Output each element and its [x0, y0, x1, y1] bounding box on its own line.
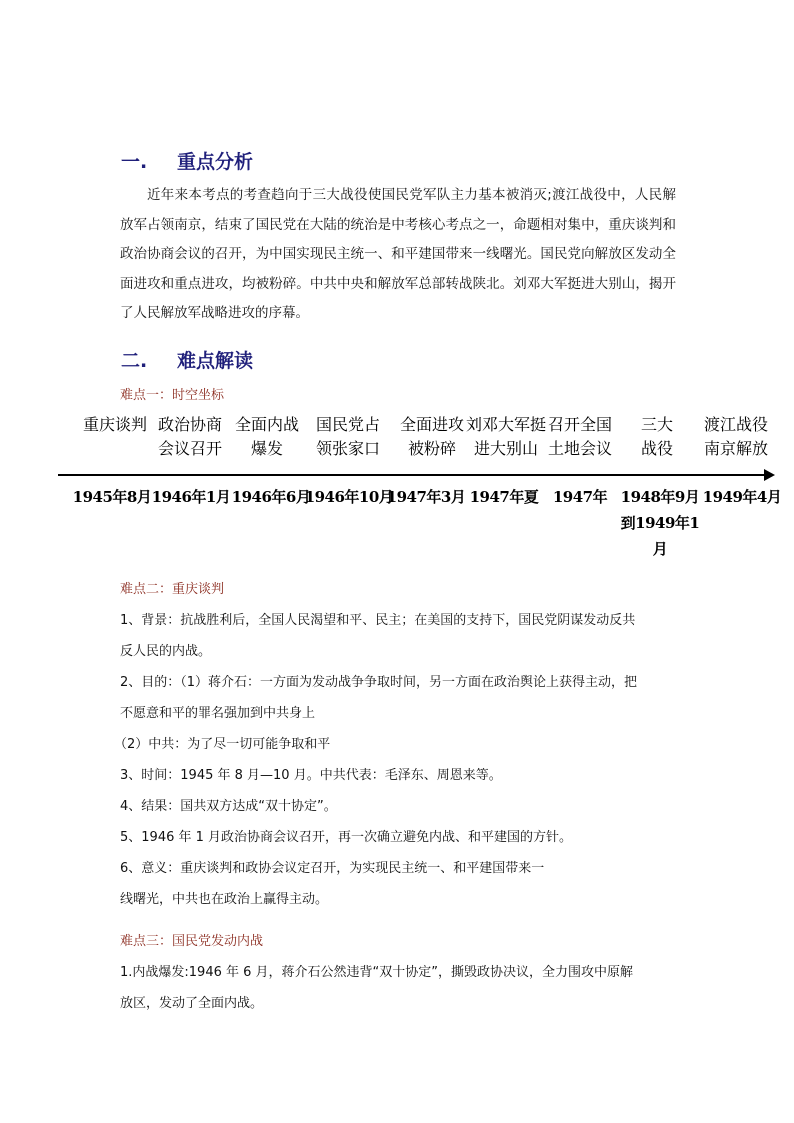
timeline-event: 全面内战爆发	[235, 415, 300, 458]
section-title: 难点解读	[177, 350, 254, 372]
timeline-date: 1947年3月	[386, 488, 466, 506]
text-line: 1、背景：抗战胜利后，全国人民渴望和平、民主；在美国的支持下，国民党阴谋发动反共	[120, 613, 636, 628]
section-number: 一.	[121, 151, 148, 173]
timeline-date: 1945年8月	[72, 488, 152, 506]
text-line: 3、时间：1945 年 8 月—10 月。中共代表：毛泽东、周恩来等。	[120, 768, 502, 783]
timeline-date: 1946年6月	[231, 488, 311, 506]
text-line: （2）中共：为了尽一切可能争取和平	[114, 737, 331, 752]
text-line: 反人民的内战。	[120, 644, 212, 659]
text-line: 1.内战爆发:1946 年 6 月，蒋介石公然违背“双十协定”，撕毁政协决议，全力围攻中原解	[120, 965, 634, 980]
timeline-date: 1947年夏	[469, 488, 539, 506]
text-line: 6、意义：重庆谈判和政协会议定召开，为实现民主统一、和平建国带来一	[120, 861, 545, 876]
difficulty-1-title: 难点一：时空坐标	[120, 388, 225, 403]
section-title: 重点分析	[177, 151, 254, 173]
timeline-event: 渡江战役南京解放	[703, 415, 768, 458]
timeline-arrow-icon	[764, 469, 775, 481]
timeline-event: 国民党占领张家口	[315, 415, 380, 458]
timeline-event: 刘邓大军挺进大别山	[466, 415, 547, 458]
timeline-event: 政治协商会议召开	[157, 415, 222, 458]
timeline-axis	[58, 474, 766, 476]
key-analysis-paragraph: 近年来本考点的考查趋向于三大战役使国民党军队主力基本被消灭;渡江战役中，人民解放军占领南京，结束了国民党在大陆的统治是中考核心考点之一，命题相对集中，重庆谈判和政治协商会议的召开，为中国实现民主统一、和平建国带来一线曙光。国民党向解放区发动全面进攻和重点进攻，均被粉碎。中共中央和解放军总部转战陕北。刘邓大军挺进大别山，揭开了人民解放军战略进攻的序幕。	[120, 187, 676, 321]
text-line: 不愿意和平的罪名强加到中共身上	[120, 706, 316, 721]
timeline-date: 1948年9月到1949年1月	[620, 488, 700, 558]
difficulty-2-title: 难点二：重庆谈判	[120, 582, 225, 597]
timeline-event: 召开全国土地会议	[548, 415, 613, 458]
text-line: 线曙光，中共也在政治上赢得主动。	[120, 892, 329, 907]
section-heading-2	[121, 346, 321, 372]
timeline-date: 1947年	[552, 488, 608, 506]
timeline-date: 1946年1月	[151, 488, 231, 506]
section-heading-1	[121, 147, 321, 173]
difficulty-3-title: 难点三：国民党发动内战	[120, 934, 264, 949]
timeline-event: 全面进攻被粉碎	[399, 415, 464, 458]
timeline-date: 1949年4月	[702, 488, 782, 506]
timeline-event: 三大战役	[640, 415, 673, 458]
text-line: 2、目的：（1）蒋介石：一方面为发动战争争取时间，另一方面在政治舆论上获得主动，把	[120, 675, 638, 690]
timeline-event: 重庆谈判	[82, 415, 147, 434]
text-line: 4、结果：国共双方达成“双十协定”。	[120, 799, 337, 814]
timeline-date: 1946年10月	[304, 488, 394, 506]
section-number: 二.	[121, 350, 148, 372]
text-line: 5、1946 年 1 月政治协商会议召开，再一次确立避免内战、和平建国的方针。	[120, 830, 573, 845]
text-line: 放区，发动了全面内战。	[120, 996, 264, 1011]
